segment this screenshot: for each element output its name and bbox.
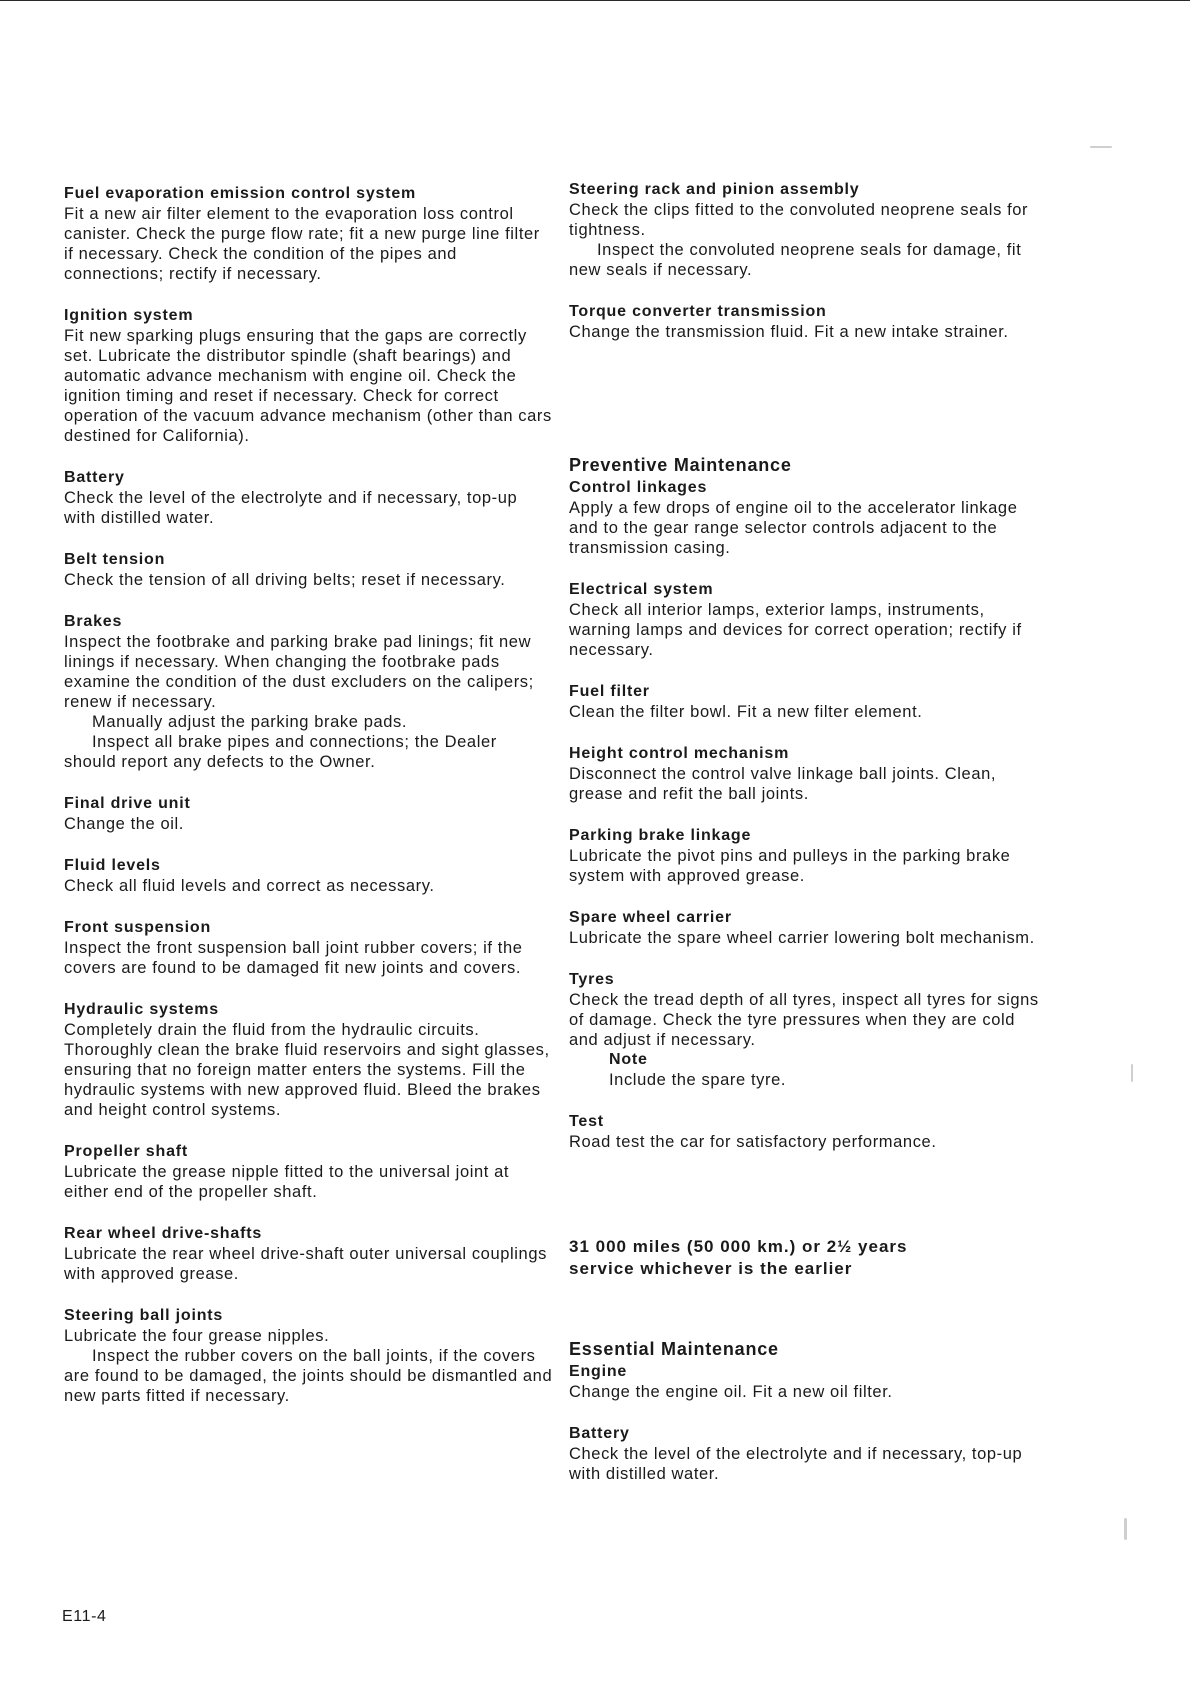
section-belt-tension [64,550,554,590]
section-fuel-filter [569,682,1049,722]
section-tyres [569,970,1049,1090]
section-heading: Steering ball joints [64,1307,224,1324]
service-interval-line-2: service whichever is the earlier [569,1259,853,1278]
section-heading: Fuel filter [569,683,650,700]
essential-maintenance-title: Essential Maintenance [569,1339,779,1359]
section-propeller-shaft [64,1142,554,1202]
section-battery-essential [569,1424,1049,1484]
preventive-maintenance-title: Preventive Maintenance [569,455,792,475]
section-fluid-levels [64,856,554,896]
section-parking-brake-linkage [569,826,1049,886]
section-heading: Front suspension [64,919,212,936]
section-final-drive-unit [64,794,554,834]
section-test [569,1112,1049,1152]
section-heading: Steering rack and pinion assembly [569,181,860,198]
section-steering-rack [569,180,1049,280]
section-text: Change the oil. [64,815,184,833]
scan-mark [1131,1064,1133,1082]
section-steering-ball-joints [64,1306,554,1406]
section-text: Check all interior lamps, exterior lamps, instruments, warning lamps and devices for correct operation; rectify if necessary. [569,601,1022,659]
section-heading: Control linkages [569,479,708,496]
section-rear-wheel-drive-shafts [64,1224,554,1284]
section-hydraulic-systems [64,1000,554,1120]
section-text: Fit new sparking plugs ensuring that the gaps are correctly set. Lubricate the distributor spindle (shaft bearings) and automatic advance mechanism with engine oil. Check the ignition timing and reset if necessary. Check for correct operation of the vacuum advance mechanism (other than cars destined for California). [64,327,552,445]
section-text: Check the tread depth of all tyres, inspect all tyres for signs of damage. Check the tyre pressures when they are cold and adjust if necessary. [569,991,1039,1049]
section-heading: Hydraulic systems [64,1001,220,1018]
note-heading: Note [609,1051,648,1068]
section-ignition-system [64,306,554,446]
section-heading: Rear wheel drive-shafts [64,1225,263,1242]
section-heading: Brakes [64,613,123,630]
section-text: Lubricate the grease nipple fitted to the universal joint at either end of the propeller shaft. [64,1163,510,1201]
section-heading: Propeller shaft [64,1143,189,1160]
right-column [569,180,1049,1506]
note-text: Include the spare tyre. [609,1071,787,1089]
section-text: Check the clips fitted to the convoluted neoprene seals for tightness. [569,201,1029,239]
section-text: Inspect all brake pipes and connections; the Dealer should report any defects to the Owner. [64,733,497,771]
section-text: Lubricate the pivot pins and pulleys in the parking brake system with approved grease. [569,847,1011,885]
section-front-suspension [64,918,554,978]
section-fuel-evaporation [64,184,554,284]
section-heading: Parking brake linkage [569,827,752,844]
section-heading: Battery [64,469,125,486]
section-heading: Tyres [569,971,615,988]
section-heading: Belt tension [64,551,166,568]
section-heading: Fuel evaporation emission control system [64,185,417,202]
section-brakes [64,612,554,772]
top-border-line [0,0,1190,1]
section-text: Lubricate the four grease nipples. [64,1327,330,1345]
service-interval [569,1236,1049,1280]
section-text: Completely drain the fluid from the hydraulic circuits. Thoroughly clean the brake fluid reservoirs and sight glasses, ensuring that no foreign matter enters the systems. Fill the hydraulic systems with new approved fluid. Bleed the brakes and height control systems. [64,1021,550,1119]
section-height-control [569,744,1049,804]
section-electrical-system [569,580,1049,660]
section-text: Check the level of the electrolyte and if necessary, top-up with distilled water. [64,489,518,527]
section-engine [569,1362,1049,1402]
preventive-maintenance [569,454,1049,1152]
section-text: Clean the filter bowl. Fit a new filter element. [569,703,923,721]
page-number: E11-4 [62,1608,107,1625]
service-interval-line-1: 31 000 miles (50 000 km.) or 2½ years [569,1237,908,1256]
section-torque-converter [569,302,1049,342]
section-heading: Electrical system [569,581,714,598]
tyres-note [609,1050,1049,1090]
section-text: Manually adjust the parking brake pads. [92,713,408,731]
section-text: Lubricate the rear wheel drive-shaft outer universal couplings with approved grease. [64,1245,547,1283]
section-text: Inspect the front suspension ball joint rubber covers; if the covers are found to be damaged fit new joints and covers. [64,939,523,977]
section-text: Change the transmission fluid. Fit a new intake strainer. [569,323,1009,341]
section-heading: Height control mechanism [569,745,790,762]
section-text: Check the level of the electrolyte and if necessary, top-up with distilled water. [569,1445,1023,1483]
section-text: Change the engine oil. Fit a new oil filter. [569,1383,893,1401]
section-text: Inspect the convoluted neoprene seals for damage, fit new seals if necessary. [569,241,1022,279]
section-control-linkages [569,478,1049,558]
section-battery [64,468,554,528]
left-column [64,184,554,1428]
scan-mark [1090,146,1112,148]
section-heading: Torque converter transmission [569,303,827,320]
section-heading: Final drive unit [64,795,191,812]
section-text: Apply a few drops of engine oil to the accelerator linkage and to the gear range selector controls adjacent to the transmission casing. [569,499,1018,557]
section-heading: Battery [569,1425,630,1442]
section-heading: Ignition system [64,307,194,324]
section-text: Check the tension of all driving belts; reset if necessary. [64,571,506,589]
section-text: Lubricate the spare wheel carrier lowering bolt mechanism. [569,929,1035,947]
section-heading: Spare wheel carrier [569,909,732,926]
essential-maintenance [569,1338,1049,1484]
section-text: Disconnect the control valve linkage ball joints. Clean, grease and refit the ball joints. [569,765,997,803]
scan-mark [1124,1518,1127,1540]
section-text: Inspect the rubber covers on the ball joints, if the covers are found to be damaged, the joints should be dismantled and new parts fitted if necessary. [64,1347,553,1405]
section-heading: Engine [569,1363,628,1380]
section-heading: Test [569,1113,604,1130]
section-heading: Fluid levels [64,857,161,874]
section-text: Road test the car for satisfactory performance. [569,1133,937,1151]
section-text: Inspect the footbrake and parking brake pad linings; fit new linings if necessary. When changing the footbrake pads examine the condition of the dust excluders on the calipers; renew if necessary. [64,633,534,711]
section-spare-wheel-carrier [569,908,1049,948]
section-text: Fit a new air filter element to the evaporation loss control canister. Check the purge flow rate; fit a new purge line filter if necessary. Check the condition of the pipes and connections; rectify if necessary. [64,205,540,283]
section-text: Check all fluid levels and correct as necessary. [64,877,435,895]
